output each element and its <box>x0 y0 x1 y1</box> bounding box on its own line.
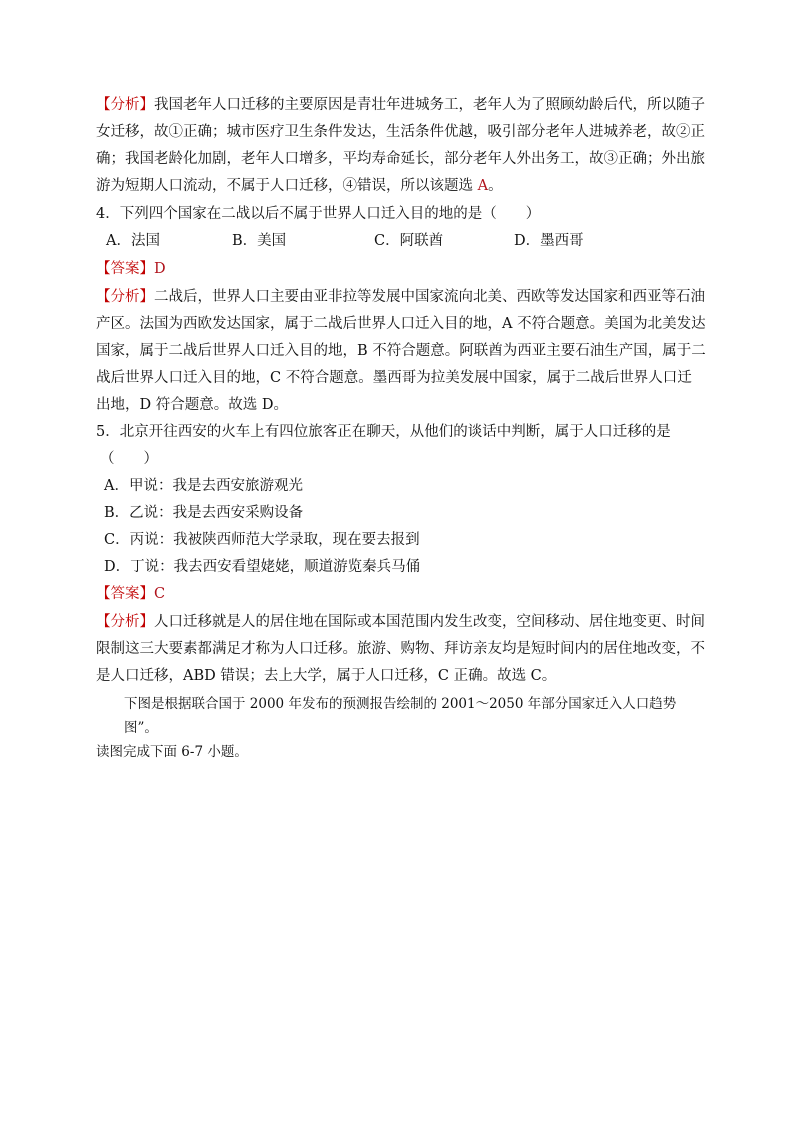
q4-analysis-text: 二战后，世界人口主要由亚非拉等发展中国家流向北美、西欧等发达国家和西亚等石油产区。法国为西欧发达国家，属于二战后世界人口迁入目的地，A 不符合题意。美国为北美发达国家，属于二战后世界人口迁入目的地，B 不符合题意。阿联酋为西亚主要石油生产国，属于二战后世界人口迁入目的地，C 不符合题意。墨西哥为拉美发展中国家，属于二战后世界人口迁出地，D 符合题意。故选 D。 <box>96 289 706 413</box>
q4-analysis <box>96 284 706 419</box>
q4-option-a: A．法国 <box>106 233 160 249</box>
q3-analysis-end: 。 <box>488 178 503 194</box>
q4-analysis-tag: 【分析】 <box>96 289 154 305</box>
q5-stem-bracket: （ ） <box>100 451 158 467</box>
q5-answer <box>96 581 706 608</box>
q5-option-c: C．丙说：我被陕西师范大学录取，现在要去报到 <box>104 532 420 548</box>
q5-stem <box>96 419 706 473</box>
q5-analysis <box>96 609 706 690</box>
q6-7-intro-line2: 读图完成下面 6-7 小题。 <box>96 744 248 760</box>
q4-option-c: C．阿联酋 <box>374 233 444 249</box>
q3-analysis-tag: 【分析】 <box>96 97 154 113</box>
q5-stem-text: 5．北京开往西安的火车上有四位旅客正在聊天，从他们的谈话中判断，属于人口迁移的是 <box>96 424 671 440</box>
q5-answer-value: C <box>154 586 166 602</box>
q5-option-d: D．丁说：我去西安看望姥姥，顺道游览秦兵马俑 <box>104 559 421 575</box>
q4-answer-value: D <box>154 261 166 277</box>
q4-answer <box>96 256 706 283</box>
q5-options <box>96 473 706 581</box>
q5-option-b: B．乙说：我是去西安采购设备 <box>104 505 304 521</box>
q4-answer-tag: 【答案】 <box>96 261 154 277</box>
q6-7-intro-line1: 下图是根据联合国于 2000 年发布的预测报告绘制的 2001～2050 年部分国家迁入人口趋势图”。 <box>124 696 677 736</box>
q5-analysis-tag: 【分析】 <box>96 614 154 630</box>
q6-7-intro <box>96 692 706 764</box>
q3-analysis-answer: A <box>477 178 489 194</box>
q4-option-d: D．墨西哥 <box>514 233 584 249</box>
q4-options <box>96 228 706 255</box>
q3-analysis <box>96 92 706 200</box>
q4-stem <box>96 201 706 228</box>
q5-answer-tag: 【答案】 <box>96 586 154 602</box>
q4-stem-text: 4．下列四个国家在二战以后不属于世界人口迁入目的地的是（ ） <box>96 206 541 222</box>
q5-option-a: A．甲说：我是去西安旅游观光 <box>104 478 303 494</box>
q5-analysis-text: 人口迁移就是人的居住地在国际或本国范围内发生改变，空间移动、居住地变更、时间限制这三大要素都满足才称为人口迁移。旅游、购物、拜访亲友均是短时间内的居住地改变，不是人口迁移，ABD 错误；去上大学，属于人口迁移，C 正确。故选 C。 <box>96 614 705 684</box>
q3-analysis-text: 我国老年人口迁移的主要原因是青壮年进城务工，老年人为了照顾幼龄后代，所以随子女迁移，故①正确；城市医疗卫生条件发达，生活条件优越，吸引部分老年人进城养老，故②正确；我国老龄化加剧，老年人口增多，平均寿命延长，部分老年人外出务工，故③正确；外出旅游为短期人口流动，不属于人口迁移，④错误，所以该题选 <box>96 97 705 194</box>
q4-option-b: B．美国 <box>232 233 287 249</box>
